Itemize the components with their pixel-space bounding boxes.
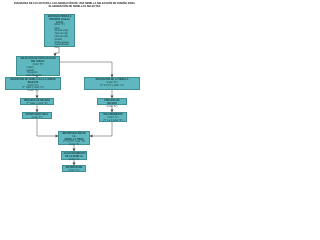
list-item: Fibra de trigo <box>54 36 69 39</box>
box-recepcion-line: (Color "C") <box>27 90 39 93</box>
box-almacenamiento-line: DE LA SEMILLA <box>65 155 83 158</box>
box-proceso-der-line: (Color "E") <box>106 105 118 108</box>
box-recubrimiento <box>99 112 127 122</box>
box-distribucion <box>62 165 86 172</box>
box-proceso-der-line: PROCESO DE SECADO <box>104 100 120 105</box>
list-item: Maíz <box>54 27 60 30</box>
box-seleccion-sub: (Color "B") <box>32 63 44 66</box>
box-almacenamiento-line: (Color "J") <box>68 158 80 161</box>
box-materias-header: MATERIAS PRIMAS E INSUMOS (materia prima) <box>47 16 72 24</box>
list-item: Cultivo <box>26 66 34 69</box>
list-item: Lavado <box>26 69 35 72</box>
box-incubacion-line: (Color "D") <box>106 81 118 84</box>
list-item: Trigo de trigo <box>54 33 68 36</box>
box-recepcion-line: (T° Calor y Color "A") <box>22 87 44 90</box>
box-proceso-izq <box>20 98 54 105</box>
box-almacenamiento-line: ALMACENAMIENTO <box>63 153 86 155</box>
list-item: Girasol <box>54 38 62 41</box>
box-recepcion <box>5 77 61 93</box>
list-item: Zinc <box>54 47 59 50</box>
box-estabilidad-izq-line: ESTABILIDAD VIRAL <box>25 114 49 116</box>
box-proceso-izq-line: (T° Calor y Color "E") <box>26 102 48 105</box>
list-item: Carbohidratos <box>54 44 69 47</box>
box-incorporacion <box>58 131 90 145</box>
box-seleccion <box>16 56 60 76</box>
box-materias-sub: (Color "A") <box>54 24 65 27</box>
arrow-seleccion-derecha <box>60 62 112 77</box>
box-recepcion-line: RECEPCIÓN DE SEMILLA EN LA UNIDAD SELECTA <box>10 79 56 84</box>
arrow-estabilidad-izq-integracion <box>37 119 58 136</box>
box-incorporacion-line: (T° 5 a 8°C Color "H") <box>62 141 86 144</box>
box-estabilidad-izq <box>22 112 52 119</box>
box-incubacion-line: INCUBACIÓN DE LA SEMILLA <box>95 79 129 81</box>
list-item: Ácidos grasos <box>54 41 69 44</box>
box-incorporacion-line: (Color "I") <box>69 144 79 147</box>
box-recepcion-line: (Color "C") <box>27 84 39 87</box>
box-incubacion <box>84 77 140 90</box>
box-seleccion-header: SELECCIÓN DE FERTILIZACIÓN DEL SUELO: <box>20 58 56 63</box>
list-item: Semilla sorgo <box>54 30 69 33</box>
diagram-title: DIAGRAMA DE FLUJO PARA LA ELABORACIÓN DE UNA SEMILLA SELECCIÓN DE DISEÑO PARA ELABORACIÓN DE SEMILLAS SELECTAS <box>14 2 135 8</box>
box-incorporacion-line: INCORPORACIÓN DE LA <box>62 133 86 138</box>
arrow-estabilidad-der-integracion <box>90 122 112 136</box>
box-incubacion-line: (T° 3 a 5°C y Color "C") <box>99 84 125 87</box>
box-recubrimiento-line: (Color "G") <box>107 116 119 119</box>
box-distribucion-line: DISTRIBUCIÓN <box>65 167 83 169</box>
box-almacenamiento <box>61 151 87 160</box>
box-recubrimiento-line: (T° 1 a 3 Color "F") <box>103 119 123 122</box>
list-item: Trituración <box>26 72 38 75</box>
box-recubrimiento-line: RECUBRIMIENTO <box>103 114 123 116</box>
box-materias-primas <box>44 14 75 50</box>
box-proceso-der <box>97 98 127 108</box>
box-incorporacion-line: SEMILLA Y PESO <box>64 138 84 141</box>
box-distribucion-line: (Color "K") <box>68 169 80 172</box>
box-proceso-izq-line: PROCESO DE SECADO <box>24 100 50 102</box>
materias-list <box>47 28 73 50</box>
box-estabilidad-izq-line: (Color "F") <box>31 116 43 119</box>
